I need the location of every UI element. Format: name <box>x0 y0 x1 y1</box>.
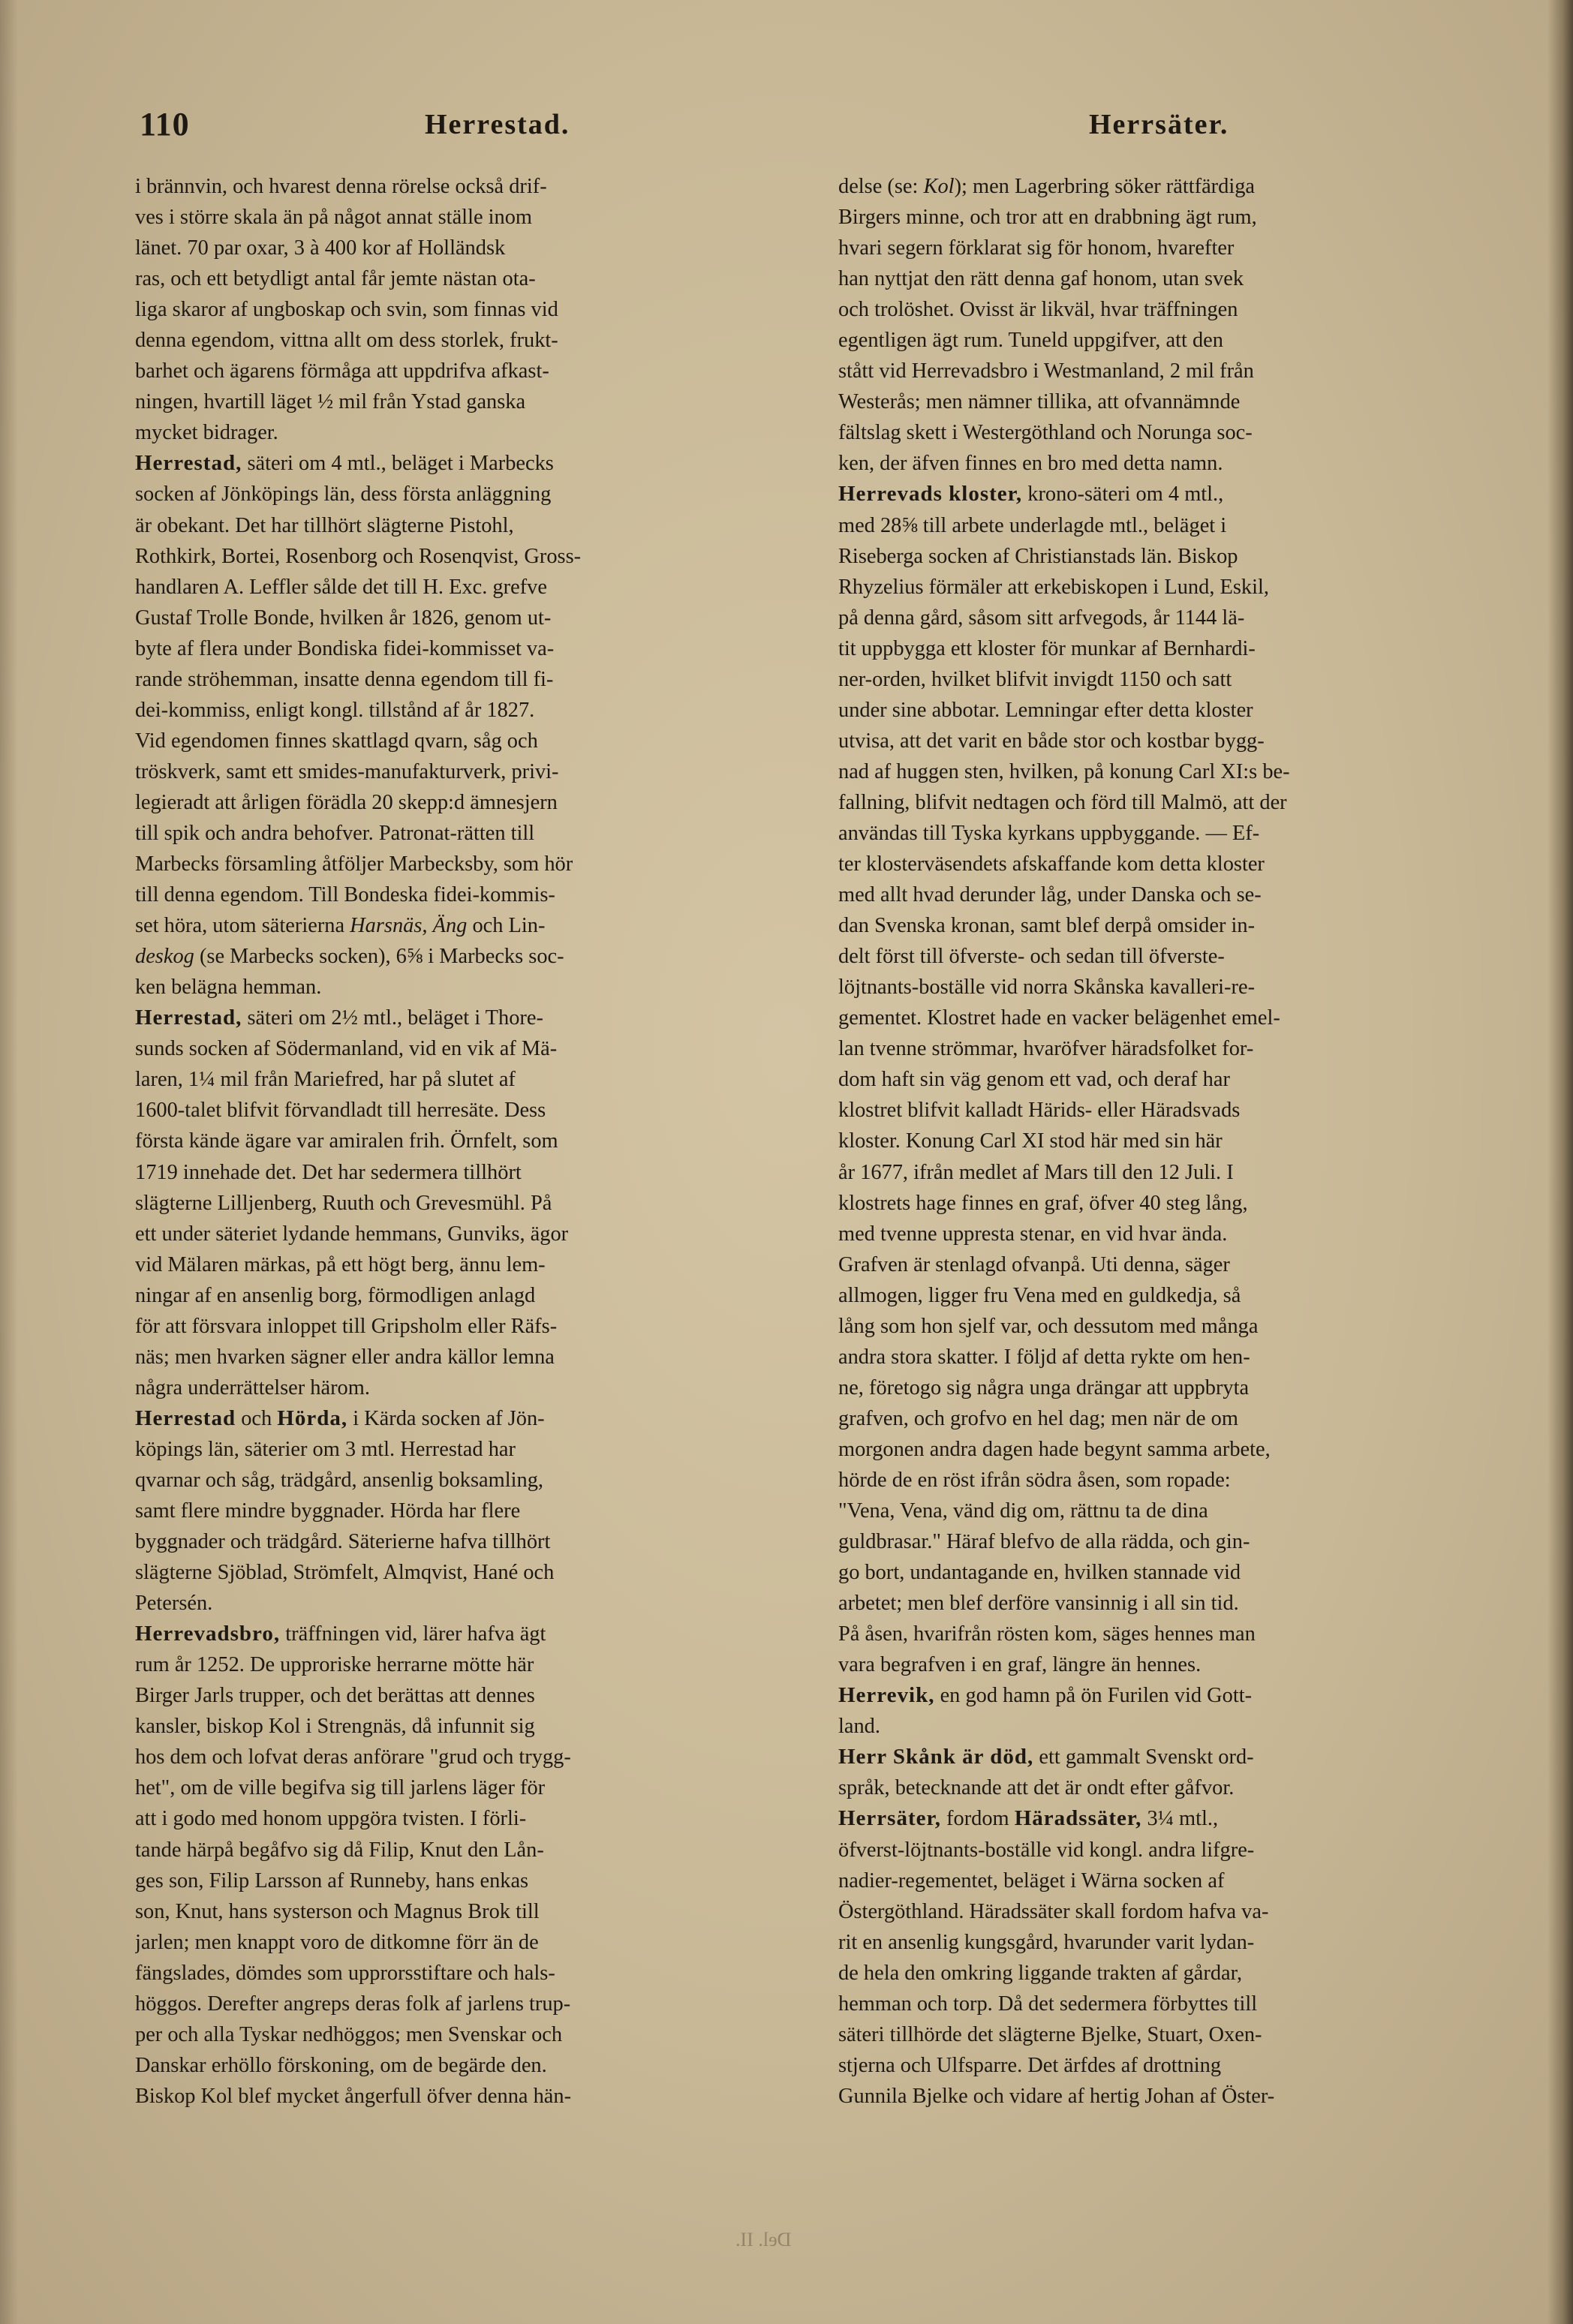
line-text: Gunnila Bjelke och vidare af hertig Johan af Öster- <box>838 2084 1275 2108</box>
line-text: Rhyzelius förmäler att erkebiskopen i Lund, Eskil, <box>838 575 1269 599</box>
page-number: 110 <box>140 106 190 143</box>
text-line <box>135 386 786 417</box>
line-text: egentligen ägt rum. Tuneld uppgifver, att den <box>838 329 1223 353</box>
line-text: krono-säteri om 4 mtl., <box>1022 483 1224 507</box>
text-line <box>838 171 1490 202</box>
text-line <box>838 1064 1490 1095</box>
left-column <box>135 171 786 2112</box>
entry-headword: Herrestad <box>135 1406 236 1430</box>
line-text: vara begrafven i en graf, längre än hennes. <box>838 1653 1202 1677</box>
entry-headword: Herrevik, <box>838 1683 935 1708</box>
line-text: socken af Jönköpings län, dess första anläggning <box>135 483 552 507</box>
line-text: i Kärda socken af Jön- <box>347 1406 545 1430</box>
line-text: lång som hon sjelf var, och dessutom med många <box>838 1314 1259 1338</box>
text-line <box>135 2019 786 2050</box>
line-text: ner-orden, hvilket blifvit invigdt 1150 och satt <box>838 667 1232 691</box>
line-text: laren, 1¼ mil från Mariefred, har på slutet af <box>135 1068 516 1092</box>
line-text: grafven, och grofvo en hel dag; men när de om <box>838 1406 1238 1430</box>
running-head-right: Herrsäter. <box>1089 109 1229 140</box>
text-line <box>135 1835 786 1866</box>
text-line <box>838 1866 1490 1896</box>
line-text: fältslag skett i Westergöthland och Norunga soc- <box>838 421 1253 445</box>
text-line <box>135 1619 786 1649</box>
line-text: och trolöshet. Ovisst är likväl, hvar träffningen <box>838 298 1238 322</box>
line-text: hemman och torp. Då det sedermera förbyttes till <box>838 1992 1258 2016</box>
text-line <box>135 1896 786 1927</box>
entry-headword: Herrevadsbro, <box>135 1622 281 1646</box>
text-line <box>135 233 786 263</box>
text-line <box>838 233 1490 263</box>
line-text: att i godo med honom uppgöra tvisten. I förli- <box>135 1807 527 1831</box>
text-line <box>838 1403 1490 1434</box>
text-line <box>135 1989 786 2019</box>
line-text: är obekant. Det har tillhört slägterne Pistohl, <box>135 513 514 537</box>
text-line <box>838 448 1490 479</box>
text-line <box>135 1557 786 1588</box>
line-text: hörde de en röst ifrån södra åsen, som ropade: <box>838 1468 1231 1492</box>
line-text: allmogen, ligger fru Vena med en guldkedja, så <box>838 1283 1241 1307</box>
text-line <box>135 2081 786 2112</box>
text-line <box>135 1280 786 1311</box>
entry-headword: Häradssäter, <box>1014 1806 1142 1831</box>
line-text: öfverst-löjtnants-boställe vid kongl. andra lifgre- <box>838 1838 1255 1862</box>
line-text: Westerås; men nämner tillika, att ofvannämnde <box>838 390 1241 414</box>
text-line <box>838 202 1490 233</box>
entry-headword: Herrestad, <box>135 1006 242 1030</box>
text-line <box>838 1003 1490 1033</box>
line-text: Rothkirk, Bortei, Rosenborg och Rosenqvist, Gross- <box>135 544 582 568</box>
line-text: med 28⅝ till arbete underlagde mtl., beläget i <box>838 513 1227 537</box>
text-line <box>135 1927 786 1958</box>
line-text: dom haft sin väg genom ett vad, och deraf har <box>838 1068 1230 1092</box>
text-line <box>838 1680 1490 1711</box>
text-line <box>838 1372 1490 1403</box>
line-text: på denna gård, såsom sitt arfvegods, år 1144 lä- <box>838 606 1245 630</box>
text-line <box>135 1126 786 1156</box>
text-line <box>135 417 786 448</box>
text-line <box>135 1434 786 1465</box>
line-text: köpings län, säterier om 3 mtl. Herrestad har <box>135 1437 516 1461</box>
text-line <box>135 1372 786 1403</box>
text-line <box>838 1311 1490 1342</box>
text-line <box>135 1526 786 1557</box>
text-line <box>135 1249 786 1280</box>
line-text: Grafven är stenlagd ofvanpå. Uti denna, säger <box>838 1252 1230 1276</box>
line-text: nad af huggen sten, hvilken, på konung Carl XI:s be- <box>838 759 1290 783</box>
line-text: liga skaror af ungboskap och svin, som finnas vid <box>135 298 558 322</box>
text-line <box>135 356 786 386</box>
line-text: byte af flera under Bondiska fidei-kommisset va- <box>135 636 555 660</box>
page-header <box>140 105 1247 150</box>
text-line <box>838 1958 1490 1989</box>
line-text: delse (se: <box>838 175 924 198</box>
text-line <box>135 910 786 941</box>
text-line <box>135 1742 786 1772</box>
text-line <box>135 1465 786 1496</box>
line-text: för att försvara inloppet till Gripsholm eller Räfs- <box>135 1314 558 1338</box>
text-line <box>838 1835 1490 1866</box>
line-text: ne, företogo sig några unga drängar att uppbryta <box>838 1375 1250 1400</box>
line-text: per och alla Tyskar nedhöggos; men Svenskar och <box>135 2022 563 2046</box>
text-line <box>838 1619 1490 1649</box>
line-text: ves i större skala än på något annat ställe inom <box>135 206 533 230</box>
line-text: set höra, utom säterierna <box>135 914 350 938</box>
text-line <box>135 941 786 972</box>
line-text: dan Svenska kronan, samt blef derpå omsider in- <box>838 914 1256 938</box>
line-text: näs; men hvarken sägner eller andra källor lemna <box>135 1345 555 1369</box>
text-line <box>135 1188 786 1219</box>
text-line <box>838 1342 1490 1372</box>
line-text: ken belägna hemman. <box>135 976 322 1000</box>
text-line <box>135 633 786 664</box>
text-line <box>135 1680 786 1711</box>
text-line <box>838 879 1490 910</box>
line-text: under sine abbotar. Lemningar efter detta kloster <box>838 698 1253 722</box>
line-text: Birgers minne, och tror att en drabbning ägt rum, <box>838 206 1257 230</box>
line-text: säteri om 2½ mtl., beläget i Thore- <box>242 1006 543 1030</box>
right-column <box>838 171 1490 2112</box>
line-text: ); men Lagerbring söker rättfärdiga <box>954 175 1256 198</box>
line-text: de hela den omkring liggande trakten af gårdar, <box>838 1961 1243 1985</box>
line-text: 1600-talet blifvit förvandladt till herresäte. Dess <box>135 1099 546 1123</box>
line-text: han nyttjat den rätt denna gaf honom, utan svek <box>838 267 1244 291</box>
line-text: till spik och andra behofver. Patronat-rätten till <box>135 821 535 845</box>
text-line <box>838 972 1490 1003</box>
text-line <box>135 1342 786 1372</box>
text-line <box>838 1526 1490 1557</box>
text-line <box>838 941 1490 972</box>
text-line <box>838 910 1490 941</box>
entry-headword: Herrestad, <box>135 451 242 476</box>
text-line <box>838 325 1490 356</box>
line-text: Biskop Kol blef mycket ångerfull öfver denna hän- <box>135 2084 572 2108</box>
text-line <box>838 2081 1490 2112</box>
line-text: son, Knut, hans systerson och Magnus Brok till <box>135 1899 540 1923</box>
text-line <box>838 1588 1490 1619</box>
line-text: träffningen vid, lärer hafva ägt <box>280 1622 546 1646</box>
line-text: användas till Tyska kyrkans uppbyggande. — Ef- <box>838 821 1260 845</box>
line-text: fallning, blifvit nedtagen och förd till Malmö, att der <box>838 790 1287 814</box>
text-line <box>135 263 786 294</box>
line-text: 3¼ mtl., <box>1141 1807 1219 1831</box>
line-text: andra stora skatter. I följd af detta rykte om hen- <box>838 1345 1250 1369</box>
line-text: Riseberga socken af Christianstads län. Biskop <box>838 544 1238 568</box>
text-line <box>135 1403 786 1434</box>
text-line <box>135 603 786 633</box>
text-line <box>135 448 786 479</box>
italic-text: Kol <box>923 175 955 198</box>
text-line <box>838 1465 1490 1496</box>
line-text: 1719 innehade det. Det har sedermera tillhört <box>135 1160 522 1184</box>
text-line <box>838 1711 1490 1742</box>
text-line <box>838 633 1490 664</box>
line-text: och Lin- <box>467 914 546 938</box>
text-line <box>838 1095 1490 1126</box>
line-text: i brännvin, och hvarest denna rörelse också drif- <box>135 175 547 198</box>
entry-headword: Herr Skånk är död, <box>838 1745 1034 1769</box>
text-line <box>838 1742 1490 1772</box>
text-line <box>135 1033 786 1064</box>
line-text: höggos. Derefter angreps deras folk af jarlens trup- <box>135 1992 571 2016</box>
line-text: jarlen; men knappt voro de ditkomne förr än de <box>135 1930 539 1954</box>
line-text: rande ströhemman, insatte denna egendom till fi- <box>135 667 554 691</box>
text-line <box>135 1803 786 1834</box>
line-text: tande härpå begåfvo sig då Filip, Knut den Lån- <box>135 1838 544 1862</box>
text-line <box>838 386 1490 417</box>
line-text: qvarnar och såg, trädgård, ansenlig boksamling, <box>135 1468 543 1492</box>
line-text: morgonen andra dagen hade begynt samma arbete, <box>838 1437 1271 1461</box>
text-line <box>135 1496 786 1526</box>
line-text: go bort, undantagande en, hvilken stannade vid <box>838 1561 1241 1585</box>
text-line <box>135 787 786 818</box>
line-text: stjerna och Ulfsparre. Det ärfdes af drottning <box>838 2053 1222 2077</box>
text-line <box>838 1219 1490 1249</box>
line-text: länet. 70 par oxar, 3 à 400 kor af Holländsk <box>135 236 506 260</box>
line-text: rum år 1252. De upproriske herrarne mötte här <box>135 1653 534 1677</box>
text-line <box>838 726 1490 756</box>
line-text: dei-kommiss, enligt kongl. tillstånd af år 1827. <box>135 698 535 722</box>
text-line <box>838 572 1490 603</box>
line-text: kloster. Konung Carl XI stod här med sin här <box>838 1129 1223 1153</box>
line-text: klostret blifvit kalladt Härids- eller Häradsvads <box>838 1099 1241 1123</box>
text-line <box>838 356 1490 386</box>
text-line <box>838 541 1490 572</box>
line-text: löjtnants-boställe vid norra Skånska kavalleri-re- <box>838 976 1256 1000</box>
line-text: sunds socken af Södermanland, vid en vik af Mä- <box>135 1037 558 1061</box>
line-text: ningen, hvartill läget ½ mil från Ystad ganska <box>135 390 526 414</box>
line-text: med allt hvad derunder låg, under Danska och se- <box>838 883 1262 907</box>
line-text: slägterne Sjöblad, Strömfelt, Almqvist, Hané och <box>135 1561 555 1585</box>
text-line <box>135 1866 786 1896</box>
text-line <box>838 756 1490 787</box>
line-text: gementet. Klostret hade en vacker belägenhet emel- <box>838 1006 1280 1030</box>
line-text: het", om de ville begifva sig till jarlens läger för <box>135 1776 546 1800</box>
line-text: Östergöthland. Häradssäter skall fordom hafva va- <box>838 1899 1269 1923</box>
line-text: Petersén. <box>135 1592 213 1616</box>
line-text: tit uppbygga ett kloster för munkar af Bernhardi- <box>838 636 1256 660</box>
line-text: en god hamn på ön Furilen vid Gott- <box>934 1684 1253 1708</box>
line-text: kansler, biskop Kol i Strengnäs, då infunnit sig <box>135 1715 535 1739</box>
text-line <box>135 695 786 726</box>
text-line <box>838 664 1490 695</box>
text-line <box>838 818 1490 849</box>
line-text: säteri om 4 mtl., beläget i Marbecks <box>242 452 554 476</box>
page-edge-shadow-left <box>0 0 18 2324</box>
line-text: ges son, Filip Larsson af Runneby, hans enkas <box>135 1869 529 1893</box>
line-text: barhet och ägarens förmåga att uppdrifva afkast- <box>135 359 549 383</box>
line-text: och <box>236 1406 278 1430</box>
text-line <box>838 1496 1490 1526</box>
entry-headword: Hörda, <box>277 1406 348 1430</box>
text-line <box>838 603 1490 633</box>
text-line <box>838 417 1490 448</box>
line-text: hvari segern förklarat sig för honom, hvarefter <box>838 236 1235 260</box>
text-line <box>838 1927 1490 1958</box>
text-line <box>135 818 786 849</box>
line-text: till denna egendom. Till Bondeska fidei-kommis- <box>135 883 555 907</box>
page-edge-shadow-right <box>1547 0 1573 2324</box>
line-text: klostrets hage finnes en graf, öfver 40 steg lång, <box>838 1191 1248 1215</box>
line-text: tröskverk, samt ett smides-manufakturverk, privi- <box>135 759 559 783</box>
text-line <box>838 1249 1490 1280</box>
text-line <box>135 1064 786 1095</box>
line-text: ett under säteriet lydande hemmans, Gunviks, ägor <box>135 1222 569 1246</box>
text-line <box>838 1649 1490 1680</box>
text-line <box>838 510 1490 541</box>
line-text: Gustaf Trolle Bonde, hvilken år 1826, genom ut- <box>135 606 552 630</box>
line-text: legieradt att årligen förädla 20 skepp:d ämnesjern <box>135 790 558 814</box>
text-line <box>838 1896 1490 1927</box>
text-line <box>135 572 786 603</box>
text-line <box>135 541 786 572</box>
entry-headword: Herrevads kloster, <box>838 482 1023 507</box>
text-line <box>135 1095 786 1126</box>
line-text: mycket bidrager. <box>135 421 278 445</box>
line-text: ras, och ett betydligt antal får jemte nästan ota- <box>135 267 536 291</box>
text-line <box>135 1219 786 1249</box>
text-line <box>838 1126 1490 1156</box>
line-text: stått vid Herrevadsbro i Westmanland, 2 mil från <box>838 359 1254 383</box>
text-line <box>135 171 786 202</box>
text-line <box>838 1772 1490 1803</box>
line-text: rit en ansenlig kungsgård, hvarunder varit lydan- <box>838 1930 1255 1954</box>
line-text: "Vena, Vena, vänd dig om, rättnu ta de dina <box>838 1499 1208 1523</box>
line-text: lan tvenne strömmar, hvaröfver häradsfolket for- <box>838 1037 1254 1061</box>
text-line <box>135 972 786 1003</box>
line-text: år 1677, ifrån medlet af Mars till den 12 Juli. I <box>838 1160 1234 1184</box>
text-line <box>838 1188 1490 1219</box>
text-line <box>135 756 786 787</box>
italic-text: deskog <box>135 945 194 969</box>
text-line <box>838 849 1490 879</box>
text-line <box>135 294 786 325</box>
text-line <box>135 1588 786 1619</box>
text-line <box>838 1557 1490 1588</box>
text-line <box>135 1958 786 1989</box>
line-text: första kände ägare var amiralen frih. Örnfelt, som <box>135 1129 558 1153</box>
text-line <box>838 2050 1490 2081</box>
line-text: byggnader och trädgård. Säterierne hafva tillhört <box>135 1530 551 1554</box>
text-line <box>838 263 1490 294</box>
text-line <box>135 1003 786 1033</box>
line-text: nadier-regementet, beläget i Wärna socken af <box>838 1869 1225 1893</box>
text-line <box>838 787 1490 818</box>
line-text: säteri tillhörde det slägterne Bjelke, Stuart, Oxen- <box>838 2022 1262 2046</box>
text-line <box>838 2019 1490 2050</box>
line-text: med tvenne uppresta stenar, en vid hvar ända. <box>838 1222 1228 1246</box>
text-line <box>838 1434 1490 1465</box>
text-line <box>135 1649 786 1680</box>
running-head-left: Herrestad. <box>425 109 570 140</box>
text-line <box>135 849 786 879</box>
text-line <box>838 1157 1490 1188</box>
line-text: fordom <box>940 1807 1015 1831</box>
text-line <box>838 1280 1490 1311</box>
entry-headword: Herrsäter, <box>838 1806 941 1831</box>
text-line <box>135 726 786 756</box>
line-text: land. <box>838 1715 880 1739</box>
line-text: Danskar erhöllo förskoning, om de begärde den. <box>135 2053 547 2077</box>
line-text: utvisa, att det varit en både stor och kostbar bygg- <box>838 729 1265 753</box>
line-text: (se Marbecks socken), 6⅝ i Marbecks soc- <box>194 945 564 969</box>
line-text: språk, betecknande att det är ondt efter gåfvor. <box>838 1776 1235 1800</box>
line-text: ken, der äfven finnes en bro med detta namn. <box>838 452 1223 476</box>
text-line <box>838 1989 1490 2019</box>
line-text: Vid egendomen finnes skattlagd qvarn, såg och <box>135 729 538 753</box>
text-line <box>135 1772 786 1803</box>
line-text: ett gammalt Svenskt ord- <box>1033 1745 1254 1769</box>
line-text: vid Mälaren märkas, på ett högt berg, ännu lem- <box>135 1252 546 1276</box>
text-line <box>135 479 786 510</box>
text-line <box>135 202 786 233</box>
text-line <box>135 1157 786 1188</box>
bleed-through-mark: Del. II. <box>735 2229 792 2250</box>
text-line <box>838 1033 1490 1064</box>
line-text: hos dem och lofvat deras anförare "grud och trygg- <box>135 1745 571 1769</box>
text-line <box>838 479 1490 510</box>
line-text: Birger Jarls trupper, och det berättas att dennes <box>135 1684 535 1708</box>
line-text: slägterne Lilljenberg, Ruuth och Grevesmühl. På <box>135 1191 552 1215</box>
line-text: arbetet; men blef derföre vansinnig i all sin tid. <box>838 1592 1239 1616</box>
text-line <box>838 1803 1490 1834</box>
text-line <box>838 695 1490 726</box>
text-line <box>135 1311 786 1342</box>
line-text: handlaren A. Leffler sålde det till H. Exc. grefve <box>135 575 547 599</box>
line-text: fängslades, dömdes som upprorsstiftare och hals- <box>135 1961 555 1985</box>
text-line <box>135 879 786 910</box>
italic-text: Harsnäs, Äng <box>350 914 468 938</box>
text-line <box>838 294 1490 325</box>
line-text: På åsen, hvarifrån rösten kom, säges hennes man <box>838 1622 1256 1646</box>
line-text: delt först till öfverste- och sedan till öfverste- <box>838 945 1225 969</box>
line-text: denna egendom, vittna allt om dess storlek, frukt- <box>135 329 558 353</box>
text-line <box>135 325 786 356</box>
line-text: samt flere mindre byggnader. Hörda har flere <box>135 1499 521 1523</box>
line-text: Marbecks församling åtföljer Marbecksby, som hör <box>135 852 573 876</box>
line-text: ningar af en ansenlig borg, förmodligen anlagd <box>135 1283 536 1307</box>
text-line <box>135 2050 786 2081</box>
text-line <box>135 510 786 541</box>
line-text: ter klosterväsendets afskaffande kom detta kloster <box>838 852 1265 876</box>
line-text: guldbrasar." Häraf blefvo de alla rädda, och gin- <box>838 1530 1250 1554</box>
text-line <box>135 664 786 695</box>
text-line <box>135 1711 786 1742</box>
line-text: några underrättelser härom. <box>135 1375 370 1400</box>
